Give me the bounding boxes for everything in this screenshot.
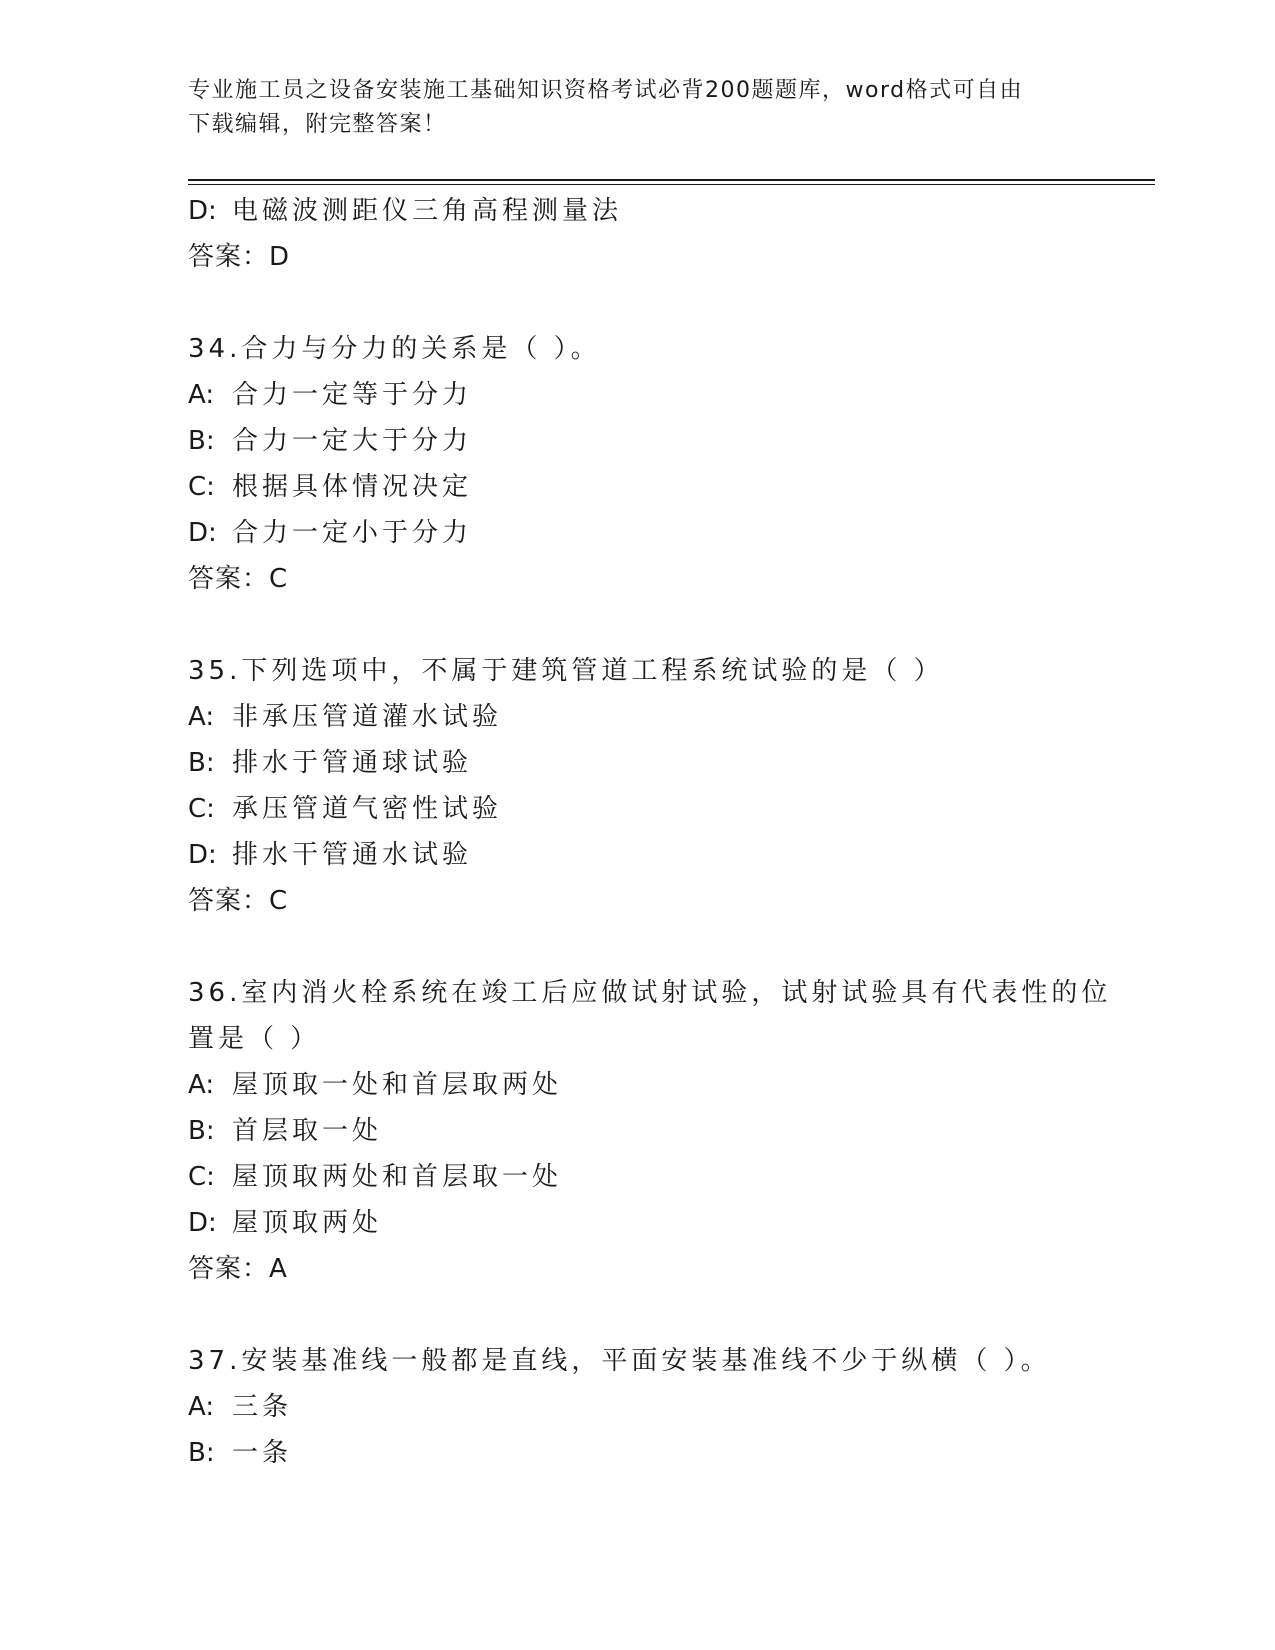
option-label: D: bbox=[188, 518, 217, 548]
option-label: D: bbox=[188, 840, 217, 870]
option-b bbox=[188, 1108, 1088, 1154]
option-b bbox=[188, 1430, 1088, 1476]
option-text: 屋顶取两处 bbox=[232, 1208, 383, 1238]
option-label: B: bbox=[188, 426, 215, 456]
option-text: 电磁波测距仪三角高程测量法 bbox=[232, 196, 623, 226]
option-text: 排水于管通球试验 bbox=[232, 748, 473, 778]
answer-line: 答案：C bbox=[188, 564, 289, 594]
option-label: B: bbox=[188, 748, 215, 778]
option-text: 合力一定大于分力 bbox=[232, 426, 473, 456]
header-divider-thin bbox=[188, 184, 1155, 185]
answer-line: 答案：C bbox=[188, 886, 289, 916]
option-label: D: bbox=[188, 196, 217, 226]
question-list bbox=[188, 188, 1112, 1476]
option-label: C: bbox=[188, 472, 215, 502]
option-label: A: bbox=[188, 1070, 215, 1100]
option-text: 一条 bbox=[232, 1438, 293, 1468]
question-stem: 35.下列选项中，不属于建筑管道工程系统试验的是（ ） bbox=[188, 656, 944, 686]
document-header bbox=[188, 74, 1068, 142]
option-d bbox=[188, 510, 1088, 556]
question-stem: 37.安装基准线一般都是直线，平面安装基准线不少于纵横（ ）。 bbox=[188, 1346, 1051, 1376]
option-d bbox=[188, 188, 1088, 234]
option-label: A: bbox=[188, 702, 215, 732]
option-text: 承压管道气密性试验 bbox=[232, 794, 503, 824]
spacer bbox=[188, 602, 1088, 648]
option-text: 首层取一处 bbox=[232, 1116, 383, 1146]
spacer bbox=[188, 924, 1088, 970]
option-b bbox=[188, 418, 1088, 464]
option-label: A: bbox=[188, 1392, 215, 1422]
option-text: 排水干管通水试验 bbox=[232, 840, 473, 870]
answer-line: 答案：D bbox=[188, 242, 291, 272]
option-label: B: bbox=[188, 1438, 215, 1468]
question-stem-line-1: 36.室内消火栓系统在竣工后应做试射试验，试射试验具有代表性的位 bbox=[188, 978, 1112, 1008]
option-label: D: bbox=[188, 1208, 217, 1238]
header-divider-thick bbox=[188, 179, 1155, 181]
question-stem: 34.合力与分力的关系是（ ）。 bbox=[188, 334, 601, 364]
option-a bbox=[188, 372, 1088, 418]
header-title-line-1: 专业施工员之设备安装施工基础知识资格考试必背200题题库，word格式可自由 bbox=[188, 78, 1024, 103]
question-37 bbox=[188, 1338, 1088, 1476]
answer-line: 答案：A bbox=[188, 1254, 288, 1284]
option-text: 根据具体情况决定 bbox=[232, 472, 473, 502]
option-d bbox=[188, 832, 1088, 878]
option-text: 三条 bbox=[232, 1392, 293, 1422]
option-d bbox=[188, 1200, 1088, 1246]
option-c bbox=[188, 786, 1088, 832]
option-c bbox=[188, 464, 1088, 510]
option-a bbox=[188, 1384, 1088, 1430]
question-36 bbox=[188, 970, 1112, 1292]
option-text: 合力一定等于分力 bbox=[232, 380, 473, 410]
header-title-line-2: 下载编辑，附完整答案！ bbox=[188, 112, 447, 137]
question-34 bbox=[188, 326, 1088, 602]
option-label: C: bbox=[188, 794, 215, 824]
option-text: 屋顶取一处和首层取两处 bbox=[232, 1070, 563, 1100]
option-a bbox=[188, 1062, 1088, 1108]
option-text: 屋顶取两处和首层取一处 bbox=[232, 1162, 563, 1192]
option-label: B: bbox=[188, 1116, 215, 1146]
spacer bbox=[188, 1292, 1088, 1338]
option-c bbox=[188, 1154, 1088, 1200]
option-b bbox=[188, 740, 1088, 786]
option-text: 合力一定小于分力 bbox=[232, 518, 473, 548]
option-text: 非承压管道灌水试验 bbox=[232, 702, 503, 732]
question-35 bbox=[188, 648, 1088, 924]
option-a bbox=[188, 694, 1088, 740]
spacer bbox=[188, 280, 1088, 326]
option-label: C: bbox=[188, 1162, 215, 1192]
question-stem-line-2: 置是（ ） bbox=[188, 1024, 321, 1054]
option-label: A: bbox=[188, 380, 215, 410]
